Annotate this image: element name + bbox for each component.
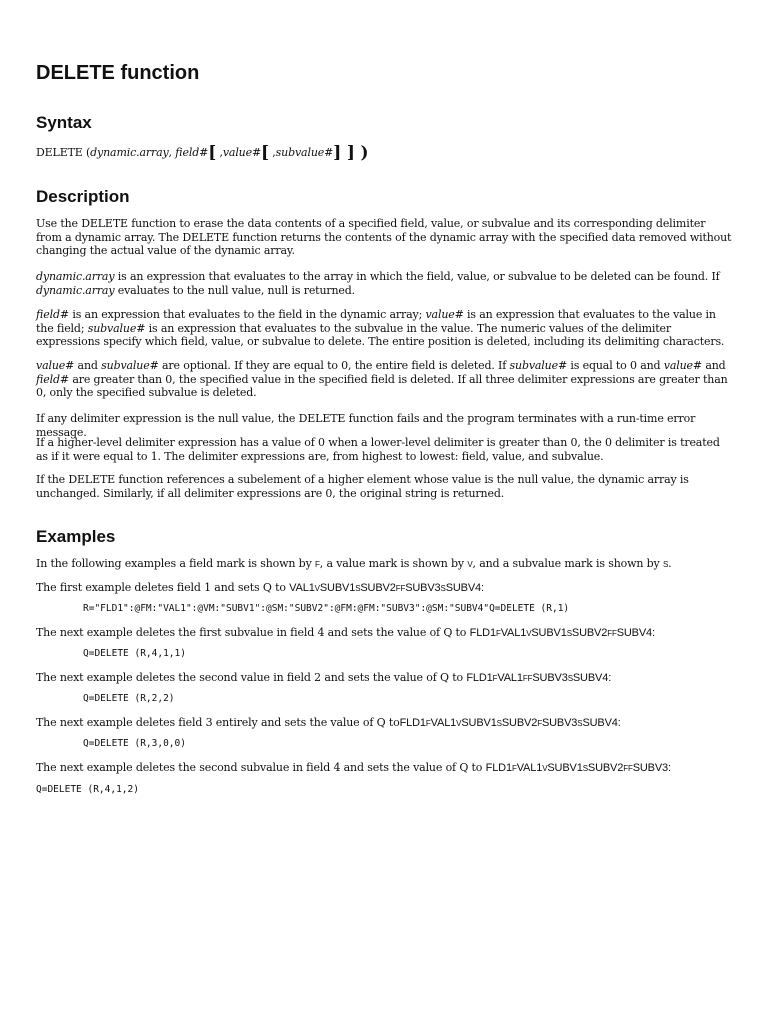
result-segment: : xyxy=(617,717,621,729)
text-span: is an expression that evaluates to the value in the field; xyxy=(36,308,716,335)
example-result xyxy=(466,672,611,684)
result-segment: : xyxy=(668,762,671,774)
example-description xyxy=(36,716,732,731)
delimiter-mark: V xyxy=(314,584,320,593)
example-result xyxy=(289,582,484,594)
result-segment: : xyxy=(481,582,484,594)
term-dynamic-array: dynamic.array xyxy=(36,270,115,283)
text-span: , a value mark is shown by xyxy=(319,557,468,570)
syntax-param-value: value# xyxy=(222,146,262,159)
result-segment: VAL1 xyxy=(289,582,315,594)
description-paragraph xyxy=(36,308,732,349)
delimiter-mark: S xyxy=(496,719,502,728)
syntax-comma: , xyxy=(216,146,223,159)
result-segment: SUBV2 xyxy=(360,582,396,594)
term-subvalue: subvalue# xyxy=(509,359,568,372)
result-segment: FLD1 xyxy=(485,762,512,774)
delimiter-mark: F xyxy=(537,719,542,728)
result-segment: SUBV4 xyxy=(616,627,653,639)
field-mark-symbol: F xyxy=(315,560,320,569)
text-span: . xyxy=(668,557,672,570)
delimiter-mark: S xyxy=(582,764,588,773)
delimiter-mark: FF xyxy=(395,584,406,593)
description-heading: Description xyxy=(36,187,130,206)
delimiter-mark: V xyxy=(542,764,548,773)
code-block: Q=DELETE (R,4,1,1) xyxy=(83,648,186,659)
result-segment: SUBV3 xyxy=(405,582,441,594)
result-segment: : xyxy=(652,627,655,639)
syntax-close: ] ] ) xyxy=(333,143,369,163)
text-span: is an expression that evaluates to the subvalue in the value. The numeric values of the delimiter expressions specify which field, value, or subvalue to delete. The entire position is deleted, including its delimiting characters. xyxy=(36,321,725,349)
example-description xyxy=(36,581,732,596)
result-segment: VAL1 xyxy=(500,627,527,639)
text-span: and xyxy=(74,359,102,372)
example-result xyxy=(400,717,621,729)
term-subvalue: subvalue# xyxy=(87,321,146,335)
example-description xyxy=(36,671,732,686)
text-span: is an expression that evaluates to the field in the dynamic array; xyxy=(68,308,426,321)
syntax-fn: DELETE ( xyxy=(36,146,91,159)
text-span: The next example deletes field 3 entirely and sets the value of Q to xyxy=(36,716,400,729)
syntax-line xyxy=(36,143,732,163)
delimiter-mark: S xyxy=(440,584,446,593)
result-segment: SUBV3 xyxy=(532,672,568,684)
result-segment: SUBV4 xyxy=(582,717,618,729)
text-span: The next example deletes the second subvalue in field 4 and sets the value of Q to xyxy=(36,761,486,774)
subvalue-mark-symbol: S xyxy=(662,560,669,569)
delimiter-mark: S xyxy=(567,674,573,683)
result-segment: SUBV3 xyxy=(632,762,669,774)
term-value: value# xyxy=(663,359,702,372)
result-segment: SUBV1 xyxy=(547,762,583,774)
text-span: evaluates to the null value, null is returned. xyxy=(114,283,356,297)
delimiter-mark: V xyxy=(456,719,462,728)
term-field: field# xyxy=(36,372,69,386)
delimiter-mark: FF xyxy=(522,674,533,683)
text-span: and xyxy=(701,359,726,372)
syntax-bracket: [ xyxy=(261,143,269,163)
text-span: In the following examples a field mark is shown by xyxy=(36,557,315,570)
page-title: DELETE function xyxy=(36,62,200,84)
result-segment: SUBV1 xyxy=(531,627,567,639)
result-segment: FLD1 xyxy=(466,672,493,684)
syntax-heading: Syntax xyxy=(36,113,92,132)
syntax-param-field: field# xyxy=(175,146,209,159)
code-block: R="FLD1":@FM:"VAL1":@VM:"SUBV1":@SM:"SUBV2":@FM:@FM:"SUBV3":@SM:"SUBV4"Q=DELETE (R,1) xyxy=(83,603,570,614)
result-segment: FLD1 xyxy=(399,717,426,729)
term-subvalue: subvalue# xyxy=(101,359,159,372)
syntax-comma: , xyxy=(268,146,276,159)
syntax-param-dynamic-array: dynamic.array xyxy=(90,146,169,159)
description-paragraph xyxy=(36,270,732,297)
result-segment: FLD1 xyxy=(469,627,496,639)
value-mark-symbol: V xyxy=(467,560,473,569)
examples-intro xyxy=(36,557,732,572)
text-span: The next example deletes the first subvalue in field 4 and sets the value of Q to xyxy=(36,626,470,639)
description-paragraph: If a higher-level delimiter expression has a value of 0 when a lower-level delimiter is greater than 0, the 0 delimiter is treated as if it were equal to 1. The delimiter expressions are, from highest to lowest: field, value, and subvalue. xyxy=(36,436,720,463)
example-description xyxy=(36,761,732,776)
delimiter-mark: S xyxy=(355,584,361,593)
result-segment: SUBV2 xyxy=(587,762,624,774)
text-span: is an expression that evaluates to the array in which the field, value, or subvalue to be deleted can be found. If xyxy=(114,270,720,283)
text-span: is equal to 0 and xyxy=(567,359,664,372)
text-span: , and a subvalue mark is shown by xyxy=(472,557,663,570)
text-span: The first example deletes field 1 and sets Q to xyxy=(36,581,290,594)
example-description xyxy=(36,626,732,641)
result-segment: SUBV2 xyxy=(571,627,608,639)
description-paragraph xyxy=(36,359,732,400)
code-block: Q=DELETE (R,4,1,2) xyxy=(36,784,139,795)
delimiter-mark: FF xyxy=(623,764,633,773)
delimiter-mark: F xyxy=(511,764,517,773)
text-span: are greater than 0, the specified value in the specified field is deleted. If all three delimiter expressions are greater than 0, only the specified subvalue is deleted. xyxy=(36,372,728,400)
example-result xyxy=(486,762,671,774)
delimiter-mark: S xyxy=(577,719,583,728)
result-segment: VAL1 xyxy=(516,762,543,774)
delimiter-mark: S xyxy=(566,629,572,638)
code-block: Q=DELETE (R,2,2) xyxy=(83,693,175,704)
text-span: are optional. If they are equal to 0, the entire field is deleted. If xyxy=(158,359,510,372)
term-field: field# xyxy=(36,308,69,321)
description-paragraph: If any delimiter expression is the null value, the DELETE function fails and the program terminates with a run-time error message. xyxy=(36,412,696,439)
delimiter-mark: F xyxy=(495,629,501,638)
delimiter-mark: F xyxy=(492,674,498,683)
result-segment: VAL1 xyxy=(497,672,523,684)
description-paragraph: Use the DELETE function to erase the data contents of a specified field, value, or subvalue and its corresponding delimiter from a dynamic array. The DELETE function returns the contents of the dynamic array with the specified data removed without changing the actual value of the dynamic array. xyxy=(36,217,732,258)
result-segment: SUBV4 xyxy=(572,672,609,684)
code-block: Q=DELETE (R,3,0,0) xyxy=(83,738,186,749)
example-result xyxy=(470,627,655,639)
description-paragraph: If the DELETE function references a subelement of a higher element whose value is the null value, the dynamic array is unchanged. Similarly, if all delimiter expressions are 0, the original string is returned. xyxy=(36,473,689,500)
syntax-param-subvalue: subvalue# xyxy=(275,146,334,159)
term-value: value# xyxy=(36,359,75,372)
result-segment: VAL1 xyxy=(430,717,457,729)
result-segment: : xyxy=(608,672,612,684)
syntax-bracket: [ xyxy=(208,143,217,163)
result-segment: SUBV2 xyxy=(501,717,538,729)
delimiter-mark: FF xyxy=(607,629,617,638)
result-segment: SUBV1 xyxy=(461,717,497,729)
delimiter-mark: F xyxy=(425,719,431,728)
term-dynamic-array: dynamic.array xyxy=(36,283,115,297)
examples-heading: Examples xyxy=(36,527,116,546)
result-segment: SUBV4 xyxy=(445,582,482,594)
term-value: value# xyxy=(425,308,464,321)
text-span: The next example deletes the second value in field 2 and sets the value of Q to xyxy=(36,671,467,684)
result-segment: SUBV1 xyxy=(319,582,356,594)
delimiter-mark: V xyxy=(526,629,532,638)
syntax-comma: , xyxy=(168,146,176,159)
result-segment: SUBV3 xyxy=(541,717,578,729)
